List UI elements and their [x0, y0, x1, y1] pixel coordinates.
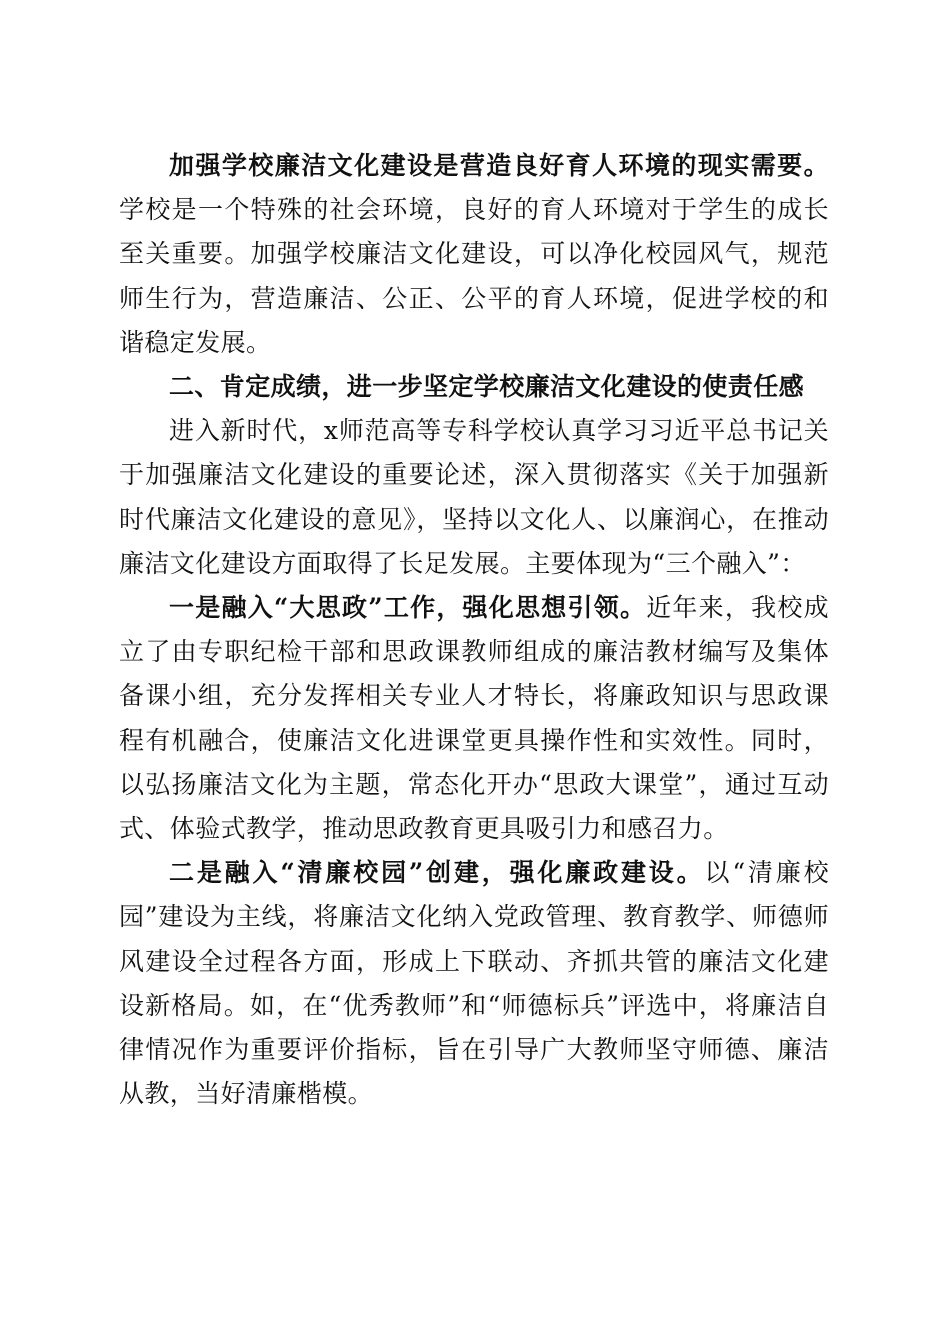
paragraph-body: 学校是一个特殊的社会环境，良好的育人环境对于学生的成长至关重要。加强学校廉洁文化建设，可以净化校园风气，规范师生行为，营造廉洁、公正、公平的育人环境，促进学校的和谐稳定发展。 — [119, 195, 829, 357]
paragraph-lead: 加强学校廉洁文化建设是营造良好育人环境的现实需要。 — [169, 151, 829, 180]
section-heading-2: 二、肯定成绩，进一步坚定学校廉洁文化建设的使责任感 — [169, 372, 805, 402]
paragraph-point-1 — [119, 586, 829, 851]
document-page — [119, 144, 829, 1116]
paragraph-lead: 一是融入“大思政”工作，强化思想引领。 — [169, 593, 647, 623]
paragraph-environment — [119, 144, 829, 365]
paragraph-point-2 — [119, 851, 829, 1116]
paragraph-body: 以“清廉校园”建设为主线，将廉洁文化纳入党政管理、教育教学、师德师风建设全过程各方面，形成上下联动、齐抓共管的廉洁文化建设新格局。如，在“优秀教师”和“师德标兵”评选中，将廉洁自律情况作为重要评价指标，旨在引导广大教师坚守师德、廉洁从教，当好清廉楷模。 — [119, 858, 830, 1109]
paragraph-lead: 二是融入“清廉校园”创建，强化廉政建设。 — [169, 858, 705, 888]
paragraph-intro: 进入新时代，x师范高等专科学校认真学习习近平总书记关于加强廉洁文化建设的重要论述，深入贯彻落实《关于加强新时代廉洁文化建设的意见》，坚持以文化人、以廉润心，在推动廉洁文化建设方面取得了长足发展。主要体现为“三个融入”： — [119, 416, 829, 578]
paragraph-body: 近年来，我校成立了由专职纪检干部和思政课教师组成的廉洁教材编写及集体备课小组，充分发挥相关专业人才特长，将廉政知识与思政课程有机融合，使廉洁文化进课堂更具操作性和实效性。同时，以弘扬廉洁文化为主题，常态化开办“思政大课堂”，通过互动式、体验式教学，推动思政教育更具吸引力和感召力。 — [119, 593, 829, 844]
